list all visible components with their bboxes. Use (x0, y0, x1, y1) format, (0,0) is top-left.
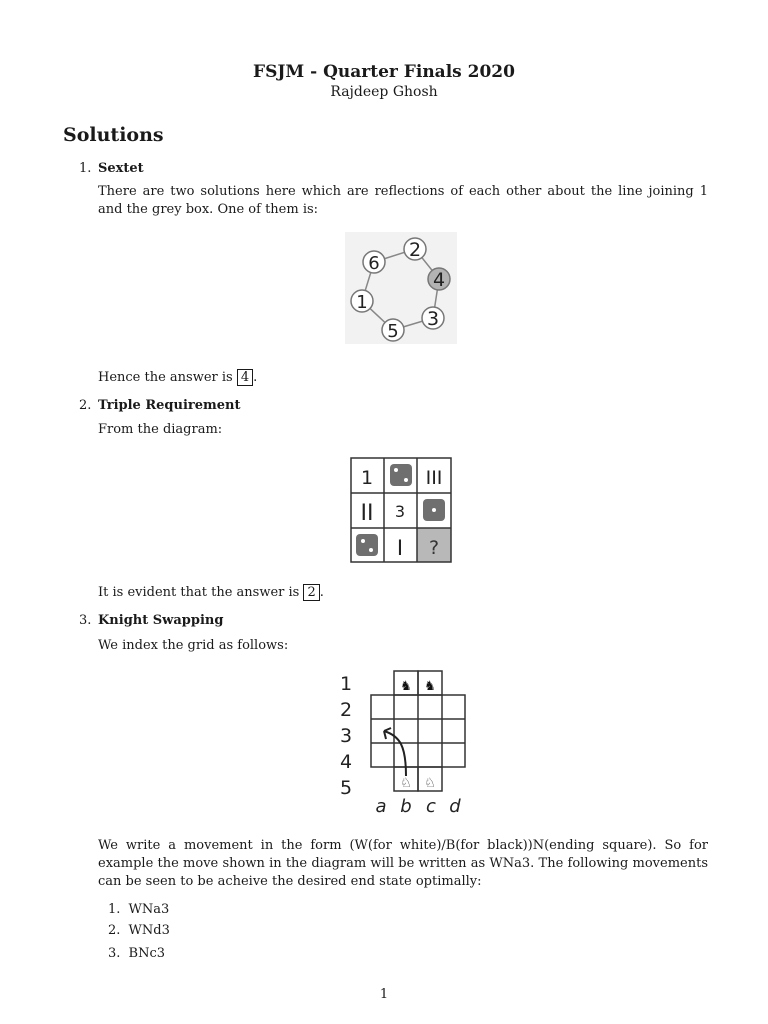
sextet-node (404, 238, 426, 261)
answer-prefix: Hence the answer is (98, 370, 233, 385)
document-author: Rajdeep Ghosh (330, 84, 438, 100)
svg-text:2: 2 (408, 239, 422, 261)
sextet-node (363, 251, 385, 274)
grid-cell: I (396, 536, 404, 560)
list-item (108, 923, 170, 938)
row-label: 1 (339, 673, 353, 695)
list-item (108, 902, 169, 917)
knight-grid-figure (334, 666, 474, 816)
sextet-node (422, 307, 444, 330)
svg-text:5: 5 (387, 321, 399, 342)
col-label: c (426, 796, 436, 816)
problem-number: 3. (79, 613, 92, 628)
col-label: d (449, 796, 461, 816)
grid-cell: 1 (360, 467, 374, 489)
problem-name: Sextet (98, 161, 144, 176)
list-item (108, 946, 165, 961)
die-two-icon (356, 534, 378, 556)
svg-text:4: 4 (432, 269, 446, 291)
row-label: 4 (339, 751, 353, 773)
grid-cell: II (360, 501, 374, 526)
answer-line: Hence the answer is 4 . (98, 370, 258, 385)
black-knight-icon: ♞ (400, 679, 412, 694)
problem-number: 2. (79, 398, 92, 413)
grid-cell: III (425, 467, 443, 489)
move-text: WNa3 (128, 902, 170, 917)
problem-number: 1. (79, 161, 92, 176)
sextet-shaded-node (428, 268, 450, 291)
answer-prefix: It is evident that the answer is (98, 585, 300, 600)
problem-text: We index the grid as follows: (98, 638, 289, 653)
document-title: FSJM - Quarter Finals 2020 (253, 62, 515, 82)
svg-text:1: 1 (356, 292, 368, 313)
answer-box: 4 (237, 369, 253, 386)
page-number: 1 (379, 987, 389, 1002)
list-number: 2. (108, 923, 121, 938)
svg-text:3: 3 (426, 308, 440, 330)
section-title: Solutions (63, 124, 164, 146)
list-number: 3. (108, 946, 121, 961)
row-label: 5 (339, 777, 353, 799)
move-text: WNd3 (128, 923, 170, 938)
problem-name: Triple Requirement (98, 398, 241, 413)
svg-text:6: 6 (368, 253, 380, 274)
sextet-node (351, 290, 373, 313)
move-arrow (384, 731, 406, 776)
white-knight-icon: ♘ (400, 776, 412, 791)
problem-name: Knight Swapping (98, 613, 224, 628)
list-number: 1. (108, 902, 121, 917)
sextet-figure (345, 232, 457, 344)
problem-text: There are two solutions here which are reflections of each other about the line joining 1 and the grey box. One of them is: (98, 184, 708, 217)
row-label: 2 (339, 699, 353, 721)
row-label: 3 (339, 725, 353, 747)
answer-box: 2 (303, 584, 319, 601)
col-label: a (375, 796, 387, 816)
problem-text: From the diagram: (98, 422, 223, 437)
grid-cell: 3 (394, 502, 406, 521)
move-text: BNc3 (128, 946, 166, 961)
black-knight-icon: ♞ (424, 679, 436, 694)
problem-text: We write a movement in the form (W(for white)/B(for black))N(ending square). So for example the move shown in the diagram will be written as WNa3. The following movements can be seen to be acheive the desired end state optimally: (98, 838, 708, 889)
grid-cell-question: ? (428, 537, 440, 559)
answer-line: It is evident that the answer is 2 . (98, 585, 324, 600)
white-knight-icon: ♘ (424, 776, 436, 791)
col-label: b (400, 796, 412, 816)
sextet-node (382, 319, 404, 342)
die-one-icon (423, 499, 445, 521)
die-two-icon (390, 464, 412, 486)
triple-grid-figure (350, 457, 453, 564)
